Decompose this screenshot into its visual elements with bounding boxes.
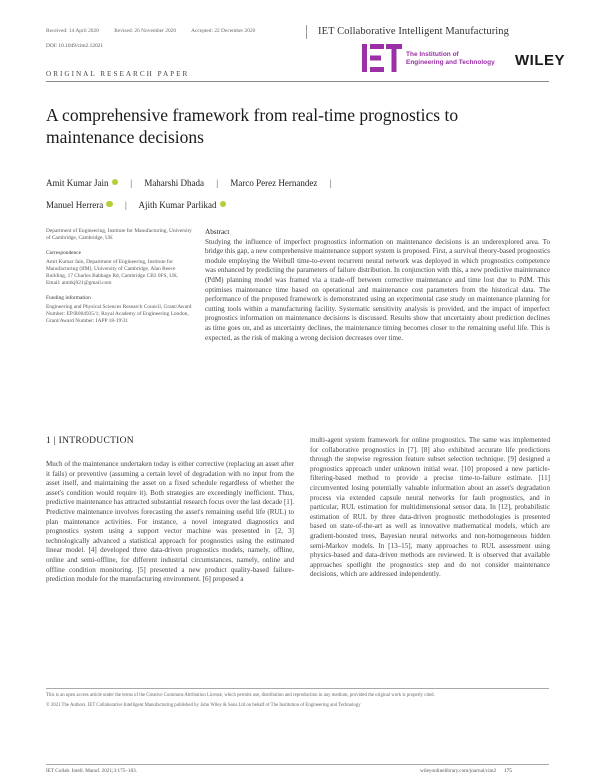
abstract-heading: Abstract [205, 228, 230, 236]
abstract-body: Studying the influence of imperfect prognostics information on maintenance decisions is an underexplored area. To bridge this gap, a new comprehensive maintenance support system is proposed. First, a survival theory-based prognostics module employing the Weibull time-to-event recurrent neural network was deployed in which prognostics competence was enhanced by predicting the parameters of failure distribution. In conjunction with this, a new predictive maintenance (PdM) planning model was framed via a trade-off between corrective maintenance and time lost due to PdM. This optimises maintenance time based on operational and maintenance cost parameters from the historical data. The performance of the proposed framework is demonstrated using an experimental case study on maintenance planning for cutting tools within a manufacturing facility. Systematic sensitivity analysis is provided, and the impact of imperfect prognostics information on maintenance decisions is discussed. Results show that uncertainty about prediction declines as time goes on, and as uncertainty declines, the maintenance timing becomes closer to the remaining useful life. This is expected, as the risk of making a wrong decision decreases over time. [205, 237, 550, 342]
orcid-icon[interactable] [220, 201, 227, 208]
funding [46, 295, 196, 325]
iet-mark-icon [362, 44, 402, 72]
author-separator: | [216, 178, 219, 188]
correspondence-heading: Correspondence [46, 250, 82, 257]
author-name[interactable]: Maharshi Dhada [144, 178, 205, 188]
journal-url[interactable]: wileyonlinelibrary.com/journal/cim2 [420, 768, 497, 774]
received-date: Received: 14 April 2020 [46, 28, 99, 34]
revised-date: Revised: 26 November 2020 [114, 28, 177, 34]
section-heading: 1 | INTRODUCTION [46, 436, 134, 446]
divider [46, 81, 549, 82]
author-name[interactable]: Marco Perez Hernandez [230, 178, 318, 188]
correspondence-body: Amit Kumar Jain, Department of Engineering, Institute for Manufacturing (IfM), University of Cambridge, Alan Reece Building, 17 Charles Babbage Rd, Cambridge CB3 0FS, UK. [46, 258, 179, 280]
footer-divider [46, 764, 549, 765]
correspondence [46, 250, 196, 287]
iet-name: The Institution of Engineering and Technology [406, 51, 495, 66]
abstract [205, 228, 550, 343]
footnote [46, 692, 549, 709]
correspondence-email[interactable]: Email: amitkj021@gmail.com [46, 280, 112, 287]
page-number: 175 [504, 768, 512, 774]
journal-name[interactable]: IET Collaborative Intelligent Manufacturing [318, 26, 510, 37]
history-dates [46, 28, 306, 34]
footnote-divider [46, 688, 549, 689]
doi[interactable]: DOI: 10.1049/cim2.12021 [46, 43, 104, 49]
article-type: ORIGINAL RESEARCH PAPER [46, 70, 190, 78]
article-sidebar [46, 228, 196, 333]
orcid-icon[interactable] [112, 179, 119, 186]
iet-logo [362, 44, 512, 74]
author-name[interactable]: Ajith Kumar Parlikad [138, 200, 217, 210]
author-name[interactable]: Amit Kumar Jain [46, 178, 109, 188]
author-list [46, 172, 546, 216]
author-name[interactable]: Manuel Herrera [46, 200, 104, 210]
author-separator: | [130, 178, 133, 188]
copyright-note: © 2021 The Authors. IET Collaborative Intelligent Manufacturing published by John Wiley & Sons Ltd on behalf of The Institution of Engineering and Technology [46, 703, 361, 708]
journal-citation: IET Collab. Intell. Manuf. 2021;3:175–183. [46, 768, 137, 774]
accepted-date: Accepted: 22 December 2020 [191, 28, 256, 34]
page-footer [420, 768, 512, 774]
wiley-logo: WILEY [515, 52, 565, 69]
author-separator: | [124, 200, 127, 210]
orcid-icon[interactable] [106, 201, 113, 208]
article-title: A comprehensive framework from real-time prognostics to maintenance decisions [46, 105, 459, 147]
body-column-left: Much of the maintenance undertaken today is either corrective (replacing an asset after it fails) or preventive (assuming a certain level of degradation with no input from the asset itself, and maintaining the asset on a fixed schedule regardless of whether the asset's condition would require it). Both strategies are exceedingly inefficient. Thus, predictive maintenance has attracted substantial research focus over the last decade [1]. Predictive maintenance involves forecasting the asset's remaining useful life (RUL) to plan maintenance activities. For instance, a novel integrated diagnostics and prognostics system using a support vector machine was presented in [2, 3] technologically advanced a statistical approach for prognostics using the estimated linear model. [4] developed three data-driven prognostics models, namely, offline, online and semi-offline, for different industrial circumstances, namely, online and offline condition monitoring. [5] presented a new product quality-based failure-prediction module for the manufacturing environment. [6] proposed a [46, 460, 294, 584]
affiliation: Department of Engineering, Institute for Manufacturing, University of Cambridge, Cambridge, UK [46, 228, 192, 242]
header-divider [306, 25, 307, 39]
body-column-right: multi-agent system framework for online prognostics. The same was implemented for collaborative prognostics in [7]. [8] also exhibited accurate life predictions through the stepwise regression feature subset selection technique. [9] designed a prognostics approach under unknown initial wear. [10] proposed a new particle-filtering-based method to provide a precise time-to-failure estimate. [11] circumvented losing potentially valuable information about an asset's degradation process via extended capsule neural networks for fault prognostics, and in particular, RUL estimation for multidimensional sensor data. In [12], probabilistic estimation of RUL by three data-driven prognostic methodologies is presented based on state-of-the-art as well as innovative mathematical models, which are gradient-boosted trees, Bayesian neural networks and non-homogeneous hidden semi-Markov models. In [13–15], many approaches to RUL assessment using physics-based and data-driven methods are reviewed. It is observed that available approaches spotlight the prognostics step and do not consider maintenance decisions, which are addressed independently. [310, 436, 550, 579]
funding-body: Engineering and Physical Sciences Research Council, Grant/Award Number: EP/R004935/1; Royal Academy of Engineering London, Grant/Award Number: IAPP 18-19\31 [46, 303, 192, 325]
author-separator: | [329, 178, 332, 188]
funding-heading: Funding information [46, 295, 91, 302]
license-note: This is an open access article under the terms of the Creative Commons Attribution License, which permits use, distribution and reproduction in any medium, provided the original work is properly cited. [46, 693, 435, 698]
